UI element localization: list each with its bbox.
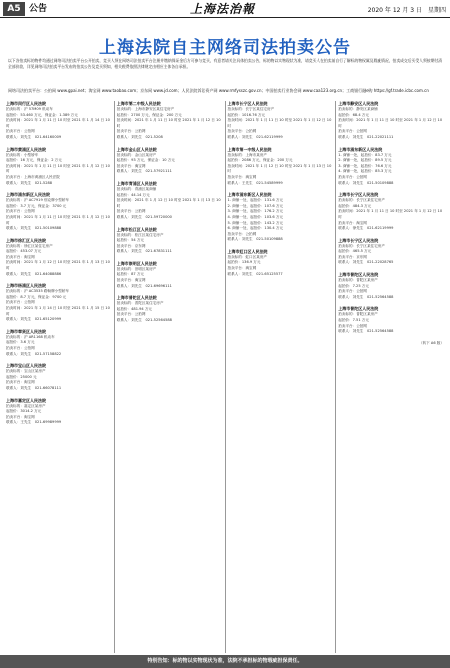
column-4 bbox=[336, 101, 446, 653]
court-name: 上海市第二中级人民法院 bbox=[116, 101, 161, 106]
notice-line: 联系人：刘先生 021-52564588 bbox=[338, 294, 394, 299]
notice-line: 拍卖平台：公拍网 bbox=[6, 129, 35, 134]
auction-notice bbox=[338, 192, 444, 232]
court-name: 上海市青浦区人民法院 bbox=[116, 180, 157, 186]
auction-notice bbox=[6, 192, 112, 232]
notice-line: 起拍价：3.6 万元 bbox=[6, 340, 35, 345]
notice-line: 拍卖平台：公拍网 bbox=[116, 312, 146, 317]
auction-notice bbox=[117, 181, 223, 221]
court-name: 上海市金山区人民法院 bbox=[116, 146, 157, 152]
notice-line: 起拍价：7.25 万元 bbox=[338, 283, 369, 288]
notice-line: 拍卖平台：公拍网 bbox=[6, 346, 35, 350]
notice-line: 拍卖平台：淘宝网 bbox=[6, 414, 35, 419]
notice-line: 拍卖时间：2021 年 1 月 11 日 10 时至 2021 年 1 月 12 日 10 时 bbox=[116, 118, 221, 128]
column-3 bbox=[226, 101, 337, 653]
platform-websites: 网络司法拍卖平台：公拍网 www.gpai.net；淘宝网 www.taobao.com；京东网 www.jd.com；人民法院诉讼资产网 www.rmfysszc.gov.cn；中国拍卖行业协会网 www.caa123.org.cn；工商银行融e购 https://gf.trade.icbc.com.cn bbox=[8, 88, 429, 93]
auction-notice bbox=[117, 295, 223, 323]
notice-line: 拍卖平台：公拍网 bbox=[338, 174, 367, 179]
notice-line: 起拍价：484.3 万元 bbox=[338, 203, 372, 208]
notice-line: 拍卖标的：上海市某房产 bbox=[227, 152, 268, 157]
auction-notice bbox=[117, 147, 223, 175]
notice-line: 拍卖平台：公拍网 bbox=[227, 231, 257, 236]
notice-line: 拍卖时间：2021 年 1 月 11 日 10 时至 2021 年 1 月 12 日 10 时 bbox=[6, 163, 110, 174]
notice-line: 6. 商铺一处，起拍价：130.4 万元 bbox=[227, 226, 284, 231]
court-name: 上海市第一中级人民法院 bbox=[227, 146, 272, 152]
auction-notice bbox=[338, 238, 444, 266]
court-name: 上海市崇明区人民法院 bbox=[116, 260, 157, 266]
notice-line: 起拍价：44.14 万元 bbox=[116, 192, 150, 197]
notice-line: 拍卖平台：公拍网 bbox=[6, 300, 35, 305]
notice-line: 起拍价：136.9 万元 bbox=[227, 260, 261, 265]
notice-line: 拍卖平台：公拍网 bbox=[116, 209, 146, 214]
notice-line: 拍卖标的：松江区某住宅房产 bbox=[116, 232, 164, 237]
court-name: 上海市浦东新区人民法院 bbox=[227, 192, 272, 198]
notice-line: 拍卖标的：崇明区某房产 bbox=[116, 266, 157, 271]
notice-line: 拍卖标的：沪 57M09 机动车 bbox=[6, 107, 53, 111]
auction-notice bbox=[6, 101, 112, 141]
page-header bbox=[0, 0, 450, 18]
notice-line: 拍卖标的：沪 AC3535 路畅牌小型轿车 bbox=[6, 289, 70, 294]
notice-line: 3. 商铺一处，起拍价：176.2 万元 bbox=[227, 209, 284, 214]
court-name: 上海市嘉定区人民法院 bbox=[6, 397, 46, 403]
auction-notice bbox=[338, 147, 444, 187]
notice-line: 拍卖标的：徐汇区某住宅房产 bbox=[6, 243, 53, 248]
notice-line: 4. 商铺一处，起拍价：103.6 万元 bbox=[227, 214, 284, 219]
court-name: 上海市浦东新区人民法院 bbox=[338, 146, 383, 152]
column-2 bbox=[115, 101, 226, 653]
notice-line: 起拍价：453.07 万元 bbox=[6, 249, 42, 254]
notice-line: 拍卖时间：2021 年 1 月 12 日 10 时至 2021 年 1 月 13 日 10 时 bbox=[227, 163, 332, 174]
intro-paragraph: 以下各拍卖标的物件均通过网络司法拍卖平台公开拍卖，竞买人须在网络司法拍卖平台注册并缴纳保证金后方可参与竞买，有意者请关注具体拍卖公告，标的物以实物现状为准，请竞买人在拍卖前自行了解标的物权属及瑕疵情况，拍卖成交后买受人须按期付清全部价款，详见网络司法拍卖平台发布的拍卖公告及竞买须知，相关税费依照法律规定由相应主体各自承担。 bbox=[8, 58, 442, 70]
page-number: A5 bbox=[3, 2, 25, 16]
notice-line: 拍卖平台：淘宝网 bbox=[6, 380, 35, 385]
notice-line: 联系人：刘先生 021-52564588 bbox=[338, 329, 394, 334]
notice-line: 起拍价：2700 万元，保证金：200 万元 bbox=[116, 112, 182, 117]
notice-line: 拍卖标的：长宁区某住宅房产 bbox=[338, 198, 385, 203]
notice-line: 联系人：刘先生 021-57921111 bbox=[116, 169, 172, 174]
notice-line: 起拍价：2086 万元，保证金：200 万元 bbox=[227, 158, 293, 163]
notice-line: 拍卖平台：京东网 bbox=[116, 243, 146, 248]
notice-line: 联系人：刘先生 021-64160009 bbox=[6, 134, 62, 139]
notice-line: 拍卖标的：虹口区某房产 bbox=[227, 254, 268, 259]
notice-line: 拍卖时间：2021 年 1 月 12 日 10 时至 2021 年 1 月 13 日 10 时 bbox=[116, 198, 221, 208]
notice-line: 拍卖平台：京东网 bbox=[338, 254, 367, 259]
notice-line: 1. 商铺一处，起拍价：131.6 万元 bbox=[227, 198, 284, 203]
notice-line: 起拍价：8.7 万元，保证金：9700 元 bbox=[6, 294, 67, 299]
notice-line: 起拍价：3.7 万元，保证金：3700 元 bbox=[6, 203, 67, 208]
auction-notice bbox=[228, 249, 334, 277]
notice-line: 1. 商铺一处，起拍价：83.7 万元 bbox=[338, 152, 392, 157]
auction-notice bbox=[338, 272, 444, 300]
auction-notice bbox=[228, 192, 334, 243]
notice-line: 联系人：徐先生 021-62119999 bbox=[338, 226, 394, 231]
notice-line: 联系人：刘先生 021-69696111 bbox=[116, 283, 172, 288]
notice-line: 联系人：刘先生 021-22028765 bbox=[338, 260, 394, 265]
notice-line: 联系人：刘先生 021-52564588 bbox=[116, 318, 172, 323]
notice-line: 拍卖平台：公拍网 bbox=[116, 129, 146, 134]
notice-line: 2. 商铺一处，起拍价：107.6 万元 bbox=[227, 203, 284, 208]
notice-line: 拍卖标的：小型轿车 bbox=[6, 152, 39, 157]
court-name: 上海市宝山区人民法院 bbox=[6, 363, 46, 369]
notice-line: 拍卖平台：淘宝网 bbox=[227, 266, 257, 271]
issue-date: 2020 年 12 月 3 日 星期四 bbox=[367, 7, 446, 14]
notice-line: 拍卖标的：长宁区某住宅房产 bbox=[227, 107, 275, 111]
notice-line: 起拍价：16 万元，保证金：2 万元 bbox=[6, 158, 62, 163]
notice-line: 拍卖时间：2021 年 1 月 11 日 10 时至 2021 年 1 月 12 日 10 时 bbox=[338, 209, 443, 219]
auction-notice bbox=[6, 283, 112, 323]
court-name: 上海市闵行区人民法院 bbox=[6, 101, 46, 106]
notice-line: 拍卖平台：公拍网 bbox=[227, 129, 257, 134]
notice-line: 拍卖标的：青浦区某商铺 bbox=[116, 186, 157, 191]
court-name: 上海市杨浦区人民法院 bbox=[6, 283, 46, 289]
court-name: 上海市黄浦区人民法院 bbox=[6, 146, 46, 152]
notice-line: 联系人：刘先生 021-57158822 bbox=[6, 351, 62, 356]
notice-line: 2. 商铺一处，起拍价：89.5 万元 bbox=[338, 158, 392, 163]
court-name: 上海市长宁区人民法院 bbox=[338, 237, 379, 243]
auction-notice bbox=[6, 238, 112, 278]
auction-notice bbox=[228, 147, 334, 187]
page-title: 上海法院自主网络司法拍卖公告 bbox=[99, 38, 351, 58]
notice-line: 联系人：王先生 021-69989999 bbox=[6, 420, 62, 425]
notice-line: 拍卖时间：2021 年 1 月 11 日 10 时至 2021 年 1 月 12 日 10 时 bbox=[227, 118, 332, 128]
notice-line: 拍卖平台：上海市黄浦区人民法院 bbox=[6, 174, 60, 179]
notice-line: 联系人：刘先生 021-50109888 bbox=[6, 226, 62, 231]
court-name: 上海市静安区人民法院 bbox=[338, 101, 379, 106]
notice-line: 拍卖标的：长宁区某住宅房产 bbox=[338, 243, 385, 248]
notice-line: 拍卖平台：淘宝网 bbox=[6, 254, 35, 259]
newspaper-masthead: 上海法治報 bbox=[190, 2, 256, 16]
notice-line: 拍卖平台：公拍网 bbox=[338, 129, 367, 134]
notice-line: 联系人：刘先生 021-65120999 bbox=[6, 317, 62, 322]
court-name: 上海市普陀区人民法院 bbox=[338, 272, 379, 278]
notice-line: 拍卖时间：2021 年 1 月 11 日 10 时至 2021 年 1 月 12 日 10 时 bbox=[338, 118, 443, 128]
notice-line: 5. 商铺一处，起拍价：143.2 万元 bbox=[227, 220, 284, 225]
notice-line: 拍卖标的：普陀区某住宅房产 bbox=[116, 301, 164, 306]
notice-line: 拍卖时间：2021 年 1 月 12 日 10 时至 2021 年 1 月 13 日 10 时 bbox=[6, 260, 110, 271]
notice-line: 联系人：刘先生 021-65125577 bbox=[227, 271, 283, 276]
notice-line: 联系人：刘先生 021-66078111 bbox=[6, 385, 62, 390]
notice-line: 起拍价：25000 元 bbox=[6, 374, 37, 379]
notice-line: 联系人：刘先生 021-5288 bbox=[6, 180, 53, 185]
notice-line: 起拍价：3014.2 万元 bbox=[6, 409, 42, 414]
notice-line: 联系人：刘先生 021-67831111 bbox=[116, 249, 172, 254]
column-1 bbox=[4, 101, 115, 653]
notice-line: 联系人：刘先生 021-62119999 bbox=[227, 134, 283, 139]
notice-line: 起拍价：7.51 万元 bbox=[338, 318, 369, 323]
notice-line: 拍卖标的：金山区某房产 bbox=[116, 152, 157, 157]
court-name: 上海市长宁区人民法院 bbox=[338, 192, 379, 198]
footer-notice: 特别告知：标的物以实物现状为准，法院不承担标的物瑕疵担保责任。 bbox=[0, 655, 450, 668]
notice-line: 起拍价：465.5 万元 bbox=[338, 249, 372, 254]
notice-line: 拍卖标的：静安区某商铺 bbox=[338, 107, 378, 111]
notice-line: 起拍价：1016.76 万元 bbox=[227, 112, 266, 117]
court-name: 上海市徐汇区人民法院 bbox=[6, 237, 46, 243]
notice-line: 拍卖平台：公拍网 bbox=[6, 209, 35, 214]
notice-line: 起拍价：53.460 万元，保证金：1.389 万元 bbox=[6, 112, 78, 117]
notice-line: 联系人：刘先生 021-64088886 bbox=[6, 271, 62, 276]
auction-notice bbox=[6, 363, 112, 391]
auction-notice bbox=[6, 329, 112, 357]
auction-notice bbox=[117, 261, 223, 289]
notice-line: 拍卖平台：淘宝网 bbox=[227, 174, 257, 179]
notice-line: 拍卖标的：上海市静安区某住宅房产 bbox=[116, 107, 175, 111]
court-name: 上海市松江区人民法院 bbox=[116, 226, 157, 232]
notice-line: 起拍价：87 万元 bbox=[116, 272, 145, 277]
notice-line: 联系人：刘先生 021-59720000 bbox=[116, 214, 172, 219]
notice-line: 联系人：王先生 021-54589999 bbox=[227, 180, 283, 185]
notice-line: 拍卖时间：2021 年 1 月 14 日 10 时至 2021 年 1 月 15 日 10 时 bbox=[6, 306, 110, 316]
section-label: 公告 bbox=[29, 4, 48, 14]
notice-line: 拍卖平台：公拍网 bbox=[338, 323, 367, 328]
notice-line: 联系人：刘先生 021-50109888 bbox=[227, 237, 283, 242]
notice-line: 联系人：刘先生 021-5208 bbox=[116, 134, 163, 139]
notice-line: 拍卖标的：普陀区某房产 bbox=[338, 312, 378, 317]
auction-notice bbox=[117, 101, 223, 141]
court-name: 上海市奉贤区人民法院 bbox=[6, 328, 46, 334]
court-name: 上海市普陀区人民法院 bbox=[116, 295, 157, 301]
notice-line: 拍卖标的：沪 AR1168 机动车 bbox=[6, 334, 55, 339]
notice-columns bbox=[4, 101, 446, 653]
continued-note: （转下 A6 版） bbox=[419, 340, 444, 345]
notice-line: 联系人：刘先生 021-22021111 bbox=[338, 134, 394, 139]
auction-notice bbox=[338, 306, 444, 334]
notice-line: 3. 商铺一处，起拍价：76.6 万元 bbox=[338, 163, 392, 168]
court-name: 上海市虹口区人民法院 bbox=[227, 248, 268, 254]
court-name: 上海市普陀区人民法院 bbox=[338, 306, 379, 312]
notice-line: 起拍价：54 万元 bbox=[116, 238, 145, 243]
auction-notice bbox=[338, 101, 444, 141]
notice-line: 拍卖标的：普陀区某房产 bbox=[338, 278, 378, 283]
notice-line: 拍卖平台：公拍网 bbox=[338, 289, 367, 294]
notice-line: 拍卖时间：2021 年 1 月 11 日 10 时至 2021 年 1 月 14 日 10 时 bbox=[6, 118, 110, 128]
notice-line: 拍卖标的：宝山区某房产 bbox=[6, 369, 46, 374]
notice-line: 起拍价：93 万元，保证金：10 万元 bbox=[116, 158, 175, 163]
auction-notice bbox=[6, 398, 112, 426]
notice-line: 拍卖平台：淘宝网 bbox=[338, 220, 367, 225]
notice-line: 起拍价：481.94 万元 bbox=[116, 306, 153, 311]
auction-notice bbox=[117, 227, 223, 255]
notice-line: 拍卖平台：淘宝网 bbox=[116, 278, 146, 283]
notice-line: 起拍价：68.4 万元 bbox=[338, 112, 369, 117]
notice-line: 拍卖标的：嘉定区某房产 bbox=[6, 403, 46, 408]
court-name: 上海市浦东新区人民法院 bbox=[6, 192, 50, 198]
court-name: 上海市长宁区人民法院 bbox=[227, 101, 268, 106]
notice-line: 拍卖标的：沪 AC7919 别克牌小型轿车 bbox=[6, 198, 70, 203]
auction-notice bbox=[228, 101, 334, 141]
notice-line: 联系人：刘先生 021-50109888 bbox=[338, 180, 394, 185]
auction-notice bbox=[6, 147, 112, 187]
notice-line: 4. 商铺一处，起拍价：85.3 万元 bbox=[338, 169, 392, 174]
notice-line: 拍卖平台：淘宝网 bbox=[116, 163, 146, 168]
notice-line: 拍卖时间：2021 年 1 月 11 日 10 时至 2021 年 1 月 12 日 10 时 bbox=[6, 214, 110, 225]
